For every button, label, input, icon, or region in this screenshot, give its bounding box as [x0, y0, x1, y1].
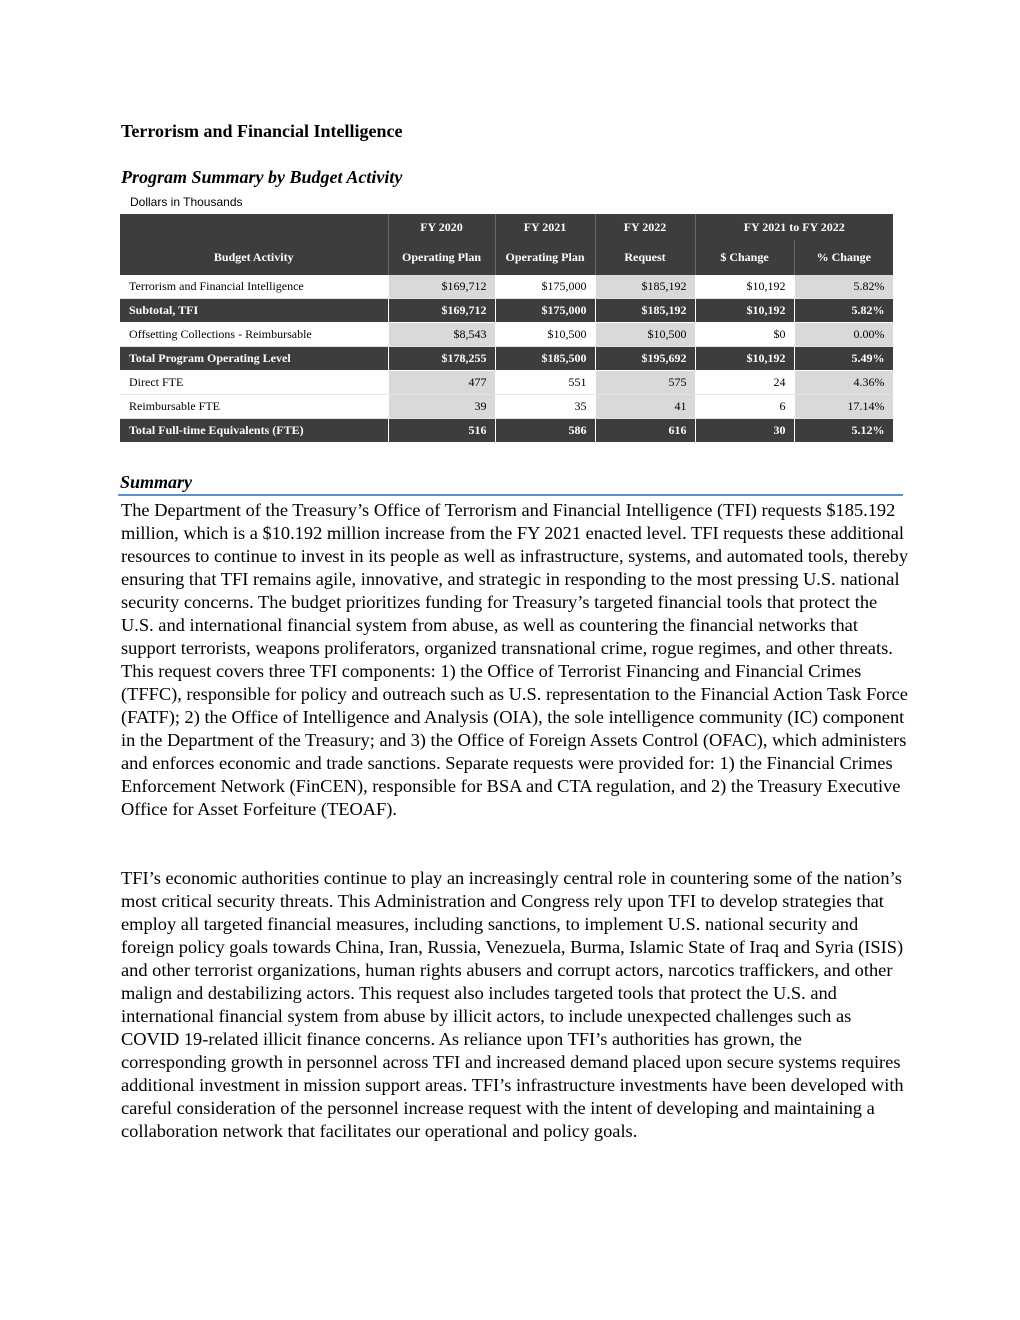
row-label: Subtotal, TFI — [120, 299, 388, 323]
summary-paragraph: The Department of the Treasury’s Office of Terrorism and Financial Intelligence (TFI) requests $185.192 million, which is a $10.192 million increase from the FY 2021 enacted level. TFI requests these additional resources to continue to invest in its people as well as infrastructure, systems, and automated tools, thereby ensuring that TFI remains agile, innovative, and strategic in responding to the most pressing U.S. national security concerns. The budget prioritizes funding for Treasury’s targeted financial tools that protect the U.S. and international financial system from abuse, as well as countering the financial networks that support terrorists, weapons proliferators, organized transnational crime, rogue regimes, and other threats. This request covers three TFI components: 1) the Office of Terrorist Financing and Financial Crimes (TFFC), responsible for policy and outreach such as U.S. representation to the Financial Action Task Force (FATF); 2) the Office of Intelligence and Analysis (OIA), the sole intelligence community (IC) component in the Department of the Treasury; and 3) the Office of Foreign Assets Control (OFAC), which administers and enforces economic and trade sanctions. Separate requests were provided for: 1) the Financial Crimes Enforcement Network (FinCEN), responsible for BSA and CTA regulation, and 2) the Treasury Executive Office for Asset Forfeiture (TEOAF). — [121, 500, 909, 819]
cell-pct-change: 5.12% — [794, 419, 893, 443]
page-heading: Terrorism and Financial Intelligence — [121, 121, 403, 141]
header-blank — [120, 214, 388, 240]
table-subheader-row — [120, 240, 893, 275]
cell-fy2022: $195,692 — [595, 347, 695, 371]
header-fy2022: FY 2022 — [595, 214, 695, 240]
row-label: Offsetting Collections - Reimbursable — [120, 323, 388, 347]
cell-fy2021: 586 — [495, 419, 595, 443]
section-heading: Program Summary by Budget Activity — [121, 167, 403, 187]
cell-dollar-change: $0 — [695, 323, 794, 347]
table-header-row — [120, 214, 893, 240]
cell-pct-change: 4.36% — [794, 371, 893, 395]
cell-fy2021: $185,500 — [495, 347, 595, 371]
cell-dollar-change: 24 — [695, 371, 794, 395]
row-label: Terrorism and Financial Intelligence — [120, 275, 388, 299]
cell-pct-change: 17.14% — [794, 395, 893, 419]
cell-fy2021: $175,000 — [495, 275, 595, 299]
table-row — [120, 395, 893, 419]
table-row — [120, 347, 893, 371]
header-budget-activity: Budget Activity — [120, 240, 388, 275]
table-row — [120, 371, 893, 395]
header-fy2021: FY 2021 — [495, 214, 595, 240]
cell-fy2021: $175,000 — [495, 299, 595, 323]
cell-dollar-change: $10,192 — [695, 275, 794, 299]
cell-fy2020: 39 — [388, 395, 495, 419]
cell-fy2020: 516 — [388, 419, 495, 443]
table-row — [120, 275, 893, 299]
header-fy2020: FY 2020 — [388, 214, 495, 240]
cell-fy2021: 35 — [495, 395, 595, 419]
cell-dollar-change: 6 — [695, 395, 794, 419]
cell-pct-change: 0.00% — [794, 323, 893, 347]
cell-fy2022: 575 — [595, 371, 695, 395]
cell-fy2020: $178,255 — [388, 347, 495, 371]
cell-fy2022: 41 — [595, 395, 695, 419]
row-label: Total Program Operating Level — [120, 347, 388, 371]
cell-dollar-change: $10,192 — [695, 347, 794, 371]
cell-pct-change: 5.82% — [794, 275, 893, 299]
cell-fy2022: $185,192 — [595, 275, 695, 299]
cell-fy2021: 551 — [495, 371, 595, 395]
cell-pct-change: 5.82% — [794, 299, 893, 323]
table-row — [120, 299, 893, 323]
cell-fy2020: $169,712 — [388, 275, 495, 299]
summary-divider — [118, 494, 903, 496]
cell-fy2021: $10,500 — [495, 323, 595, 347]
cell-fy2020: $8,543 — [388, 323, 495, 347]
header-fy2022-sub: Request — [595, 240, 695, 275]
cell-fy2022: $185,192 — [595, 299, 695, 323]
units-note: Dollars in Thousands — [130, 195, 243, 209]
summary-heading: Summary — [120, 472, 193, 492]
header-change-group: FY 2021 to FY 2022 — [695, 214, 893, 240]
summary-paragraph: TFI’s economic authorities continue to play an increasingly central role in countering some of the nation’s most critical security threats. This Administration and Congress rely upon TFI to develop strategies that employ all targeted financial measures, including sanctions, to implement U.S. national security and foreign policy goals towards China, Iran, Russia, Venezuela, Burma, Islamic State of Iraq and Syria (ISIS) and other terrorist organizations, human rights abusers and corrupt actors, narcotics traffickers, and other malign and destabilizing actors. This request also includes targeted tools that protect the U.S. and international financial system from abuse by illicit actors, to include unexpected challenges such as COVID 19-related illicit finance concerns. As reliance upon TFI’s authorities has grown, the corresponding growth in personnel across TFI and increased demand placed upon secure systems requires additional investment in mission support areas. TFI’s infrastructure investments have been developed with careful consideration of the personnel increase request with the intent of developing and maintaining a collaboration network that facilitates our operational and policy goals. — [121, 868, 904, 1141]
cell-dollar-change: $10,192 — [695, 299, 794, 323]
header-fy2020-sub: Operating Plan — [388, 240, 495, 275]
row-label: Total Full-time Equivalents (FTE) — [120, 419, 388, 443]
table-row — [120, 323, 893, 347]
header-dollar-change: $ Change — [695, 240, 794, 275]
row-label: Direct FTE — [120, 371, 388, 395]
row-label: Reimbursable FTE — [120, 395, 388, 419]
cell-pct-change: 5.49% — [794, 347, 893, 371]
cell-fy2022: $10,500 — [595, 323, 695, 347]
table-row — [120, 419, 893, 443]
cell-fy2022: 616 — [595, 419, 695, 443]
header-fy2021-sub: Operating Plan — [495, 240, 595, 275]
budget-summary-table — [120, 214, 894, 443]
cell-dollar-change: 30 — [695, 419, 794, 443]
header-pct-change: % Change — [794, 240, 893, 275]
cell-fy2020: $169,712 — [388, 299, 495, 323]
cell-fy2020: 477 — [388, 371, 495, 395]
